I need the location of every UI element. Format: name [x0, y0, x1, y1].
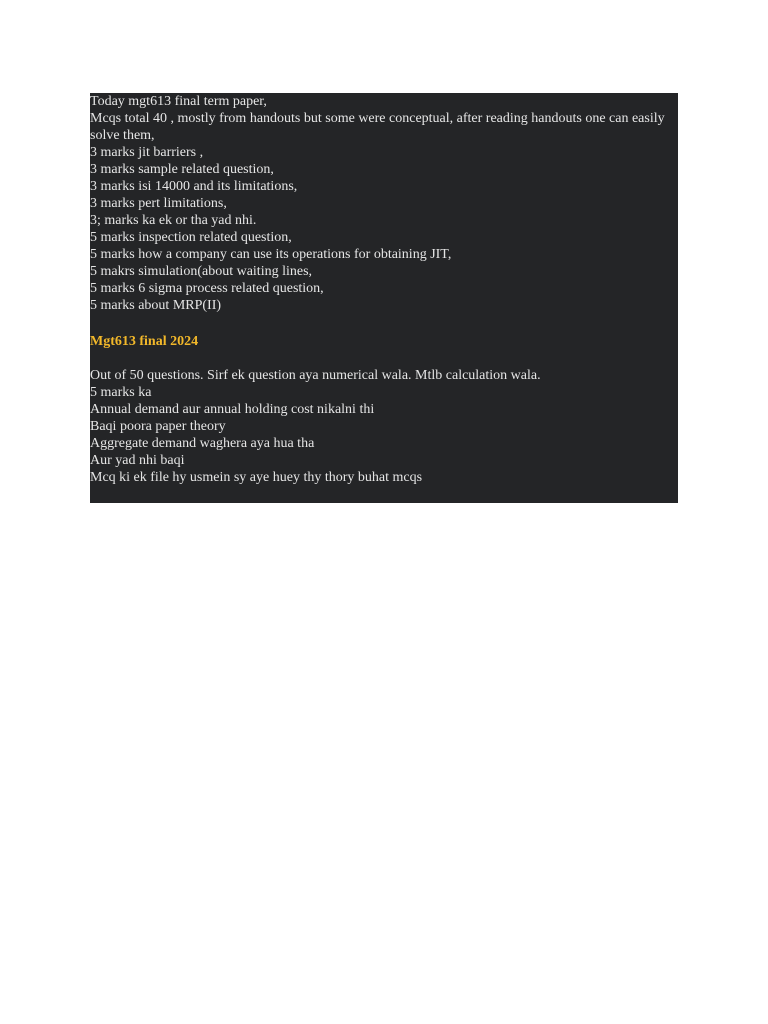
final-term-notes [90, 93, 674, 314]
exam-notes-block [90, 93, 678, 503]
note-line: 5 marks inspection related question, [90, 230, 292, 245]
note-line: Aur yad nhi baqi [90, 453, 185, 468]
note-line: 3 marks pert limitations, [90, 196, 227, 211]
note-line: Mcqs total 40 , mostly from handouts but some were conceptual, after reading handouts one can easily solve them, [90, 111, 669, 143]
note-line: Out of 50 questions. Sirf ek question aya numerical wala. Mtlb calculation wala. [90, 368, 541, 383]
note-line: Baqi poora paper theory [90, 419, 226, 434]
note-line: Annual demand aur annual holding cost nikalni thi [90, 402, 375, 417]
note-line: 3 marks sample related question, [90, 162, 274, 177]
note-line: 3; marks ka ek or tha yad nhi. [90, 213, 257, 228]
note-line: Mcq ki ek file hy usmein sy aye huey thy thory buhat mcqs [90, 470, 423, 485]
final-2024-notes [90, 367, 674, 486]
note-line: Today mgt613 final term paper, [90, 94, 267, 109]
note-line: 5 marks how a company can use its operations for obtaining JIT, [90, 247, 452, 262]
note-line: 3 marks jit barriers , [90, 145, 204, 160]
note-line: 3 marks isi 14000 and its limitations, [90, 179, 298, 194]
note-line: 5 marks ka [90, 385, 152, 400]
note-line: Aggregate demand waghera aya hua tha [90, 436, 315, 451]
section-heading: Mgt613 final 2024 [90, 334, 199, 349]
note-line: 5 makrs simulation(about waiting lines, [90, 264, 313, 279]
note-line: 5 marks about MRP(II) [90, 298, 222, 313]
note-line: 5 marks 6 sigma process related question, [90, 281, 324, 296]
